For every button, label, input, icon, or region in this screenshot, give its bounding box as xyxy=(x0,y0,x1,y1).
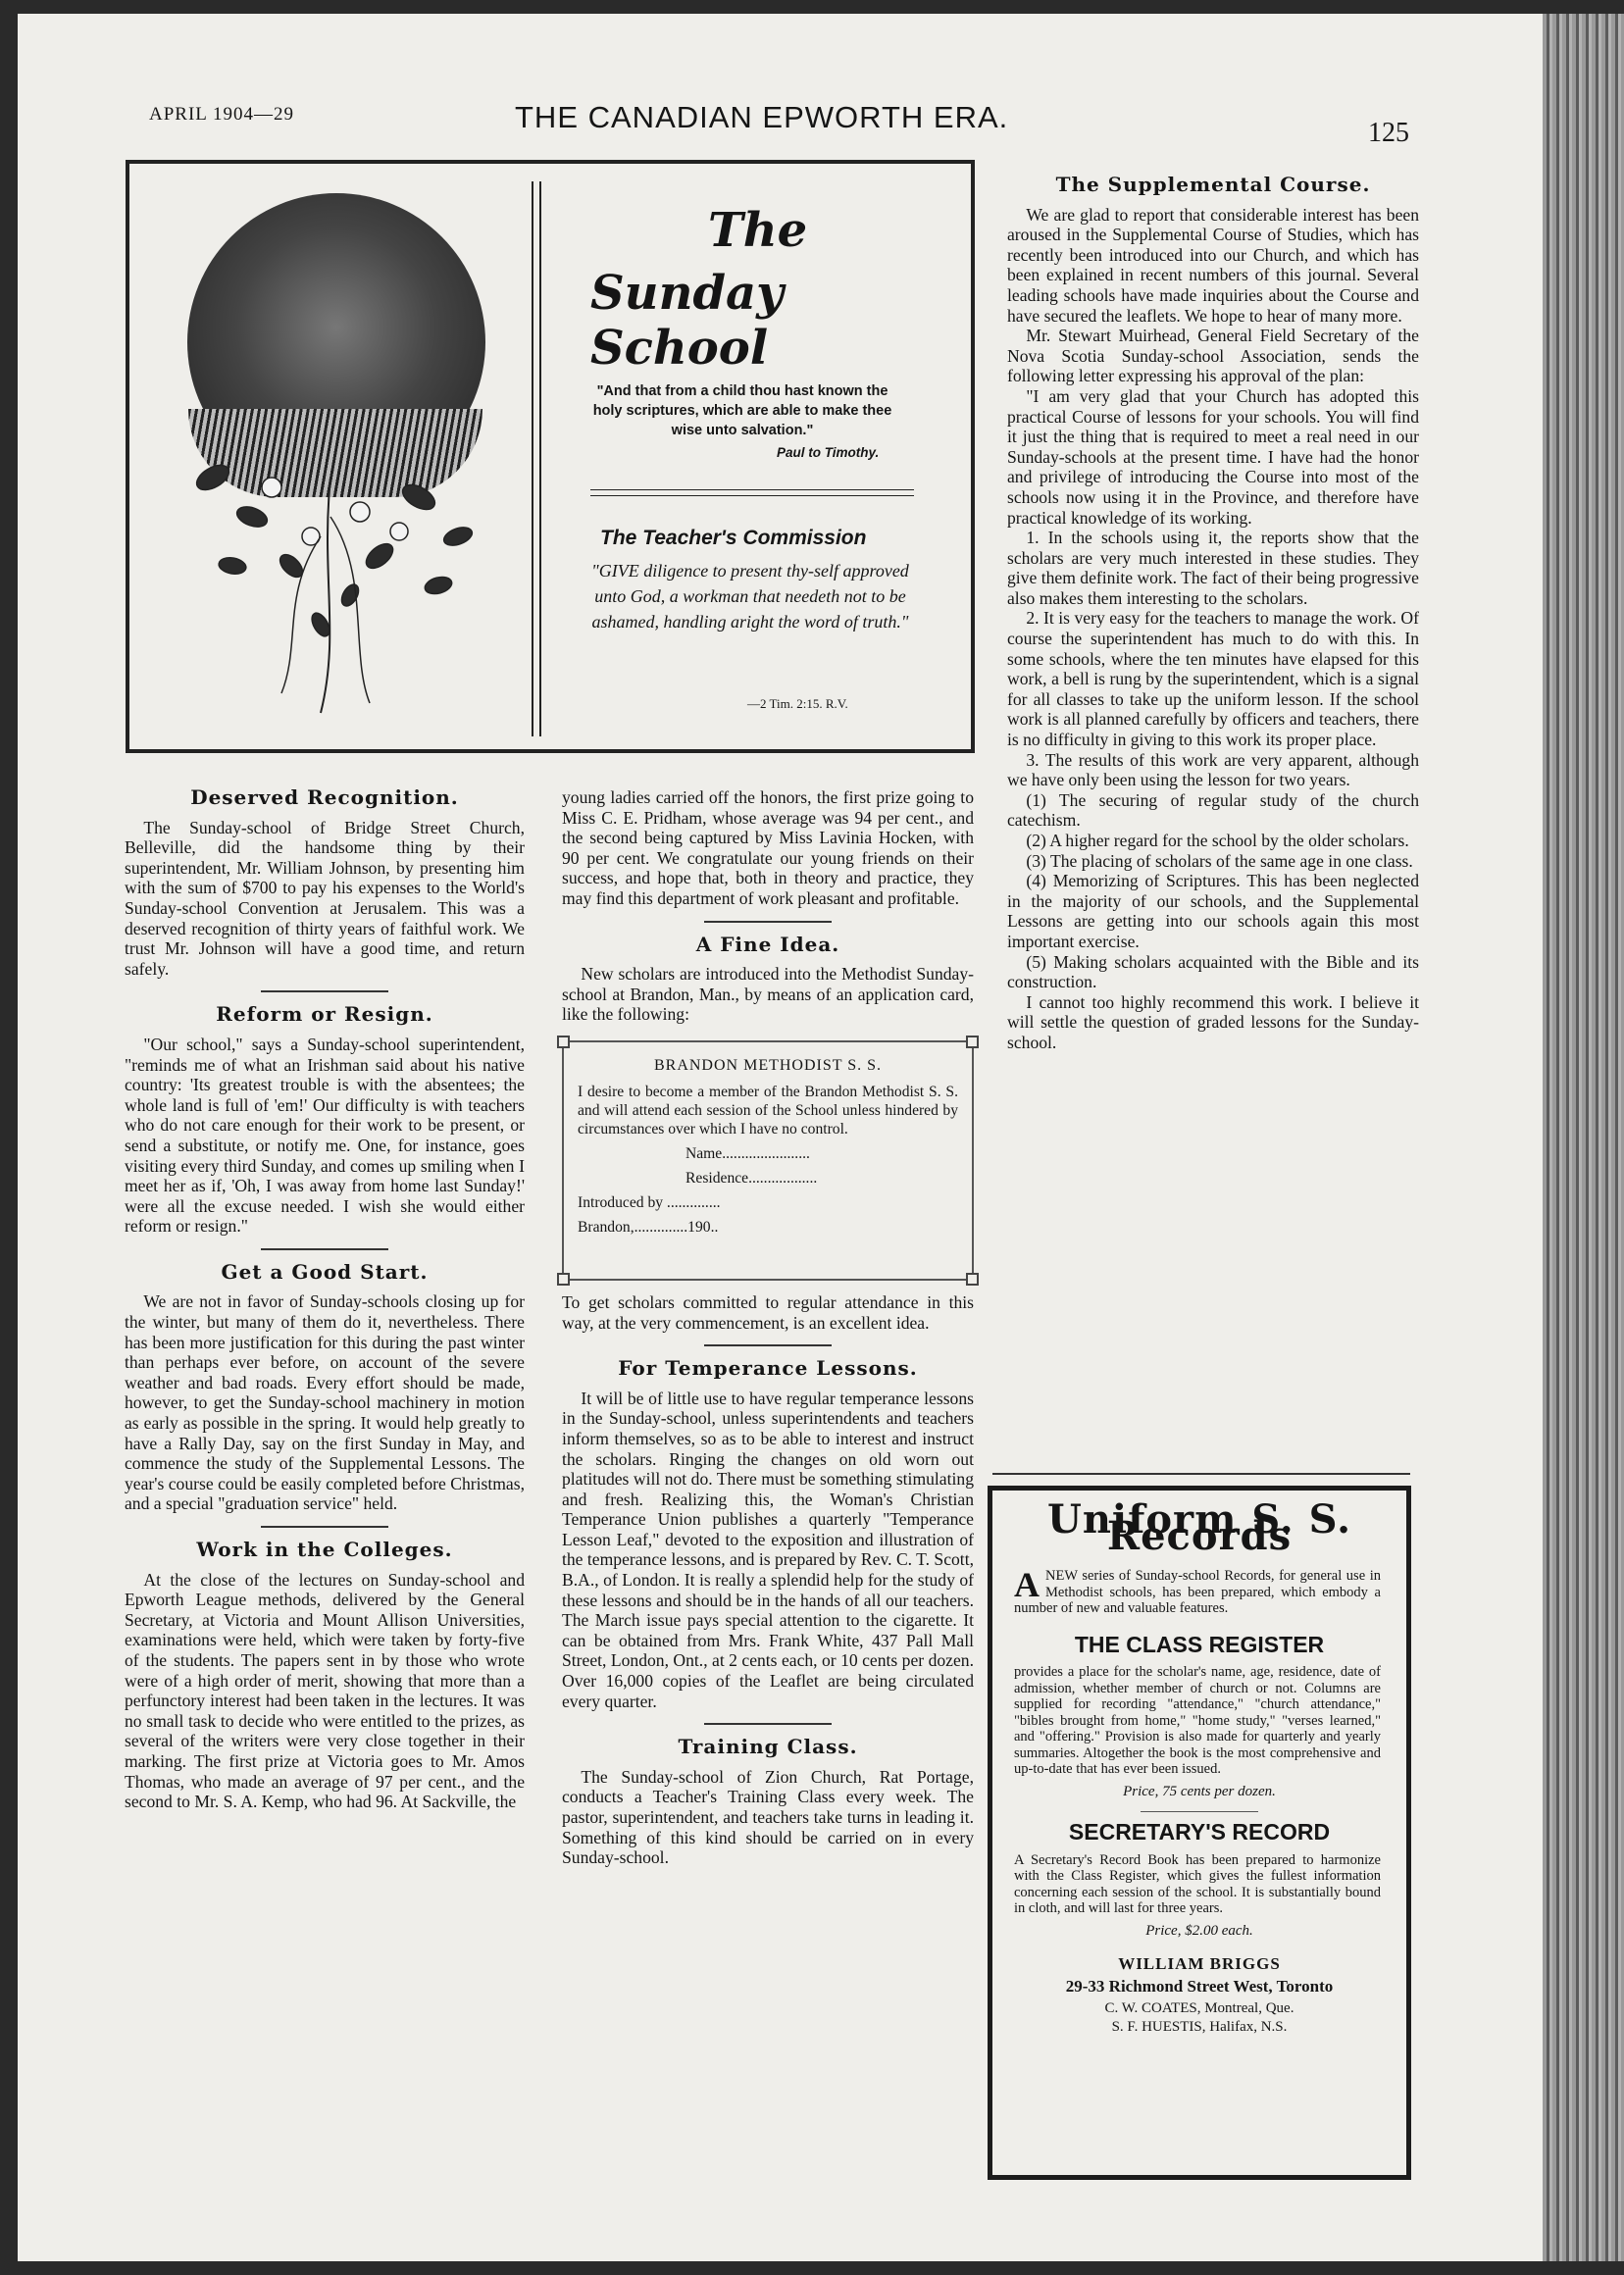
book-edge xyxy=(1543,14,1624,2261)
card-residence-line: Residence.................. xyxy=(685,1169,818,1187)
article-text: (1) The securing of regular study of the church catechism. xyxy=(1007,789,1419,831)
article-text: To get scholars committed to regular attendance in this way, at the very commencement, is an excellent idea. xyxy=(562,1291,974,1333)
card-title: BRANDON METHODIST S. S. xyxy=(653,1056,883,1074)
section-divider xyxy=(261,1526,388,1528)
article-title: Training Class. xyxy=(678,1735,858,1759)
card-corner xyxy=(966,1036,979,1048)
article-text: The Sunday-school of Bridge Street Church, Belleville, did the handsome thing by their superintendent, Mr. William Johnson, by presenting him with the sum of $700 to pay his expenses to the World's Sunday-school Convention at Jerusalem. This was a deserved recognition of thirty years of faithful work. We trust Mr. Johnson will have a good time, and return safely. xyxy=(125,817,525,979)
article-text: The Sunday-school of Zion Church, Rat Portage, conducts a Teacher's Training Class every week. The pastor, superintendent, and teachers take turns in leading it. Something of this kind should be carried on in every Sunday-school. xyxy=(562,1766,974,1868)
agent-montreal: C. W. COATES, Montreal, Que. xyxy=(1104,2000,1294,2016)
banner-title-line2: Sunday School xyxy=(590,266,785,376)
scripture-quote: "And that from a child thou hast known the holy scriptures, which are able to make thee wise unto salvation." xyxy=(592,383,892,438)
article-title: The Supplemental Course. xyxy=(1055,173,1371,196)
article-text: At the close of the lectures on Sunday-school and Epworth League methods, delivered by the General Secretary, at Victoria and Mount Allison Universities, examinations were held, which were taken by forty-five of the students. The papers sent in by those who wrote were of a high order of merit, showing that more than a perfunctory interest had been taken in the lectures. It was no small task to decide who were entitled to the prizes, as several of the writers were very close together in their marking. The first prize at Victoria goes to Mr. Amos Thomas, who made an average of 97 per cent., and the second to Mr. S. A. Kemp, who had 96. At Sackville, the xyxy=(125,1569,525,1812)
article-text: "I am very glad that your Church has adopted this practical Course of lessons for your schools. You will find it just the thing that is required to meet a real need in our Sunday-schools at the present time. I have had the honor and privilege of introducing the Course into most of the schools now using it in the Province, and therefore have practical knowledge of its working. xyxy=(1007,385,1419,528)
issue-date: APRIL 1904—29 xyxy=(149,104,294,125)
section-divider xyxy=(704,1723,832,1725)
card-date-line: Brandon,..............190.. xyxy=(578,1218,719,1236)
article-text: (5) Making scholars acquainted with the Bible and its construction. xyxy=(1007,951,1419,992)
agent-halifax: S. F. HUESTIS, Halifax, N.S. xyxy=(1111,2018,1288,2035)
right-column xyxy=(1007,175,1419,1053)
drop-cap: A xyxy=(1014,1565,1040,1604)
article-title: Work in the Colleges. xyxy=(196,1538,453,1561)
section-divider xyxy=(704,921,832,923)
commission-text: "GIVE diligence to present thy-self approved unto God, a workman that needeth not to be ashamed, handling aright the word of truth." xyxy=(591,561,909,632)
article-title: Get a Good Start. xyxy=(221,1259,429,1284)
section-divider xyxy=(261,1248,388,1250)
article-text: 3. The results of this work are very apparent, although we have only been using the lesson for two years. xyxy=(1007,749,1419,790)
publisher-name: WILLIAM BRIGGS xyxy=(1118,1954,1281,1973)
commission-title: The Teacher's Commission xyxy=(600,527,867,549)
commission-reference: —2 Tim. 2:15. R.V. xyxy=(747,696,848,711)
left-column xyxy=(125,778,525,1812)
advert-price: Price, 75 cents per dozen. xyxy=(1123,1783,1276,1799)
advert-price: Price, $2.00 each. xyxy=(1145,1922,1253,1939)
application-card xyxy=(562,1040,974,1281)
article-text: Mr. Stewart Muirhead, General Field Secretary of the Nova Scotia Sunday-school Association, sends the following letter expressing his approval of the plan: xyxy=(1007,326,1419,386)
advert-subtitle: SECRETARY'S RECORD xyxy=(1068,1819,1331,1845)
publisher-address: 29-33 Richmond Street West, Toronto xyxy=(1065,1976,1334,1996)
records-advertisement xyxy=(988,1486,1411,2180)
article-text: (2) A higher regard for the school by the older scholars. xyxy=(1026,831,1409,850)
banner-divider xyxy=(532,181,541,736)
page-number: 125 xyxy=(1368,118,1409,148)
advert-intro-text: NEW series of Sunday-school Records, for general use in Methodist schools, has been prepared, which embody a number of new and valuable features. xyxy=(1014,1568,1381,1616)
article-text: It will be of little use to have regular temperance lessons in the Sunday-school, unless superintendents and teachers inform themselves, so as to be able to interest and instruct the scholars. Ringing the changes on old worn out platitudes will not do. There must be something stimulating and fresh. Realizing this, the Woman's Christian Temperance Union publishes a quarterly "Temperance Lesson Leaf," devoted to the exposition and illustration of the temperance lessons, and is prepared by Rev. C. T. Scott, B.A., of London. It is really a splendid help for the study of these lessons and should be in the hands of all our teachers. The March issue pays special attention to the cigarette. It can be obtained from Mrs. Frank White, 437 Pall Mall Street, London, Ont., at 2 cents each, or 10 cents per dozen. Over 16,000 copies of the Leaflet are being circulated every quarter. xyxy=(562,1388,974,1711)
article-text: 2. It is very easy for the teachers to manage the work. Of course the superintendent has much to do with this. In some schools, where the ten minutes have elapsed for this work, a bell is rung by the superintendent, which is a signal for all classes to take up the uniform lesson. If the school work is all planned carefully by officers and teachers, there is no difficulty in giving to this work its proper place. xyxy=(1007,608,1419,750)
article-title: A Fine Idea. xyxy=(695,932,840,956)
article-text: 1. In the schools using it, the reports show that the scholars are very much interested in these studies. They give them definite work. The fact of their being progressive also makes them interesting to the scholars. xyxy=(1007,528,1419,608)
vine-illustration xyxy=(174,458,487,723)
article-title: For Temperance Lessons. xyxy=(618,1356,918,1381)
article-text: I cannot too highly recommend this work. I believe it will settle the question of graded lessons for the Sunday-school. xyxy=(1007,991,1419,1052)
middle-column xyxy=(562,787,974,1868)
article-text: (4) Memorizing of Scriptures. This has been neglected in the majority of our schools, and the Supplemental Lessons are getting into our schools again this most important exercise. xyxy=(1007,871,1419,951)
advert-text: A Secretary's Record Book has been prepared to harmonize with the Class Register, which gives the fullest information concerning each session of the school. It is substantially bound in cloth, and will last for three years. xyxy=(1014,1851,1381,1916)
article-text: "Our school," says a Sunday-school superintendent, "reminds me of what an Irishman said about his native country: 'Its greatest trouble is with the absentees; the whole land is full of 'em!' Our difficulty is with teachers who do not care enough for their work to be present, or send a substitute, or notify me. One, for instance, goes visiting every third Sunday, and comes up smiling when I meet her as if, 'Oh, I was away from home last Sunday!' were all the excuse needed. I wish she would either reform or resign." xyxy=(125,1034,525,1237)
article-text: New scholars are introduced into the Methodist Sunday-school at Brandon, Man., by means of an application card, like the following: xyxy=(562,964,974,1025)
section-divider xyxy=(704,1344,832,1346)
card-introduced-line: Introduced by .............. xyxy=(578,1193,721,1211)
article-text: young ladies carried off the honors, the first prize going to Miss C. E. Pridham, whose average was 94 per cent., and the second being captured by Miss Lavinia Hocken, with 90 per cent. We congratulate our young friends on their success, and hope that, both in theory and practice, they may find this department of work pleasant and profitable. xyxy=(562,787,974,908)
quote-attribution: Paul to Timothy. xyxy=(777,445,880,460)
advert-intro xyxy=(1014,1565,1381,1617)
section-divider xyxy=(261,990,388,992)
card-corner xyxy=(966,1273,979,1286)
card-name-line: Name....................... xyxy=(685,1144,810,1162)
card-corner xyxy=(557,1036,570,1048)
article-text: (3) The placing of scholars of the same age in one class. xyxy=(1026,850,1413,871)
advert-divider xyxy=(1141,1811,1258,1812)
article-title: Reform or Resign. xyxy=(216,1002,433,1027)
advert-subtitle: THE CLASS REGISTER xyxy=(1074,1631,1325,1657)
advert-title: Uniform S. S. Records xyxy=(1046,1496,1352,1559)
advert-text: provides a place for the scholar's name, age, residence, date of admission, whether member of church or not. Columns are supplied for recording "attendance," "church attendance," "bibles brought from home," "home study," "verses learned," and "offering." Provision is also made for quarterly and yearly summaries. Altogether the book is the most comprehensive and up-to-date that has ever been issued. xyxy=(1014,1664,1381,1777)
column-separator xyxy=(992,1473,1410,1475)
card-text: I desire to become a member of the Brandon Methodist S. S. and will attend each session of the School unless hindered by circumstances over which I have no control. xyxy=(578,1083,958,1138)
article-title: Deserved Recognition. xyxy=(190,785,459,809)
article-text: We are glad to report that considerable interest has been aroused in the Supplemental Course of Studies, which has recently been introduced into our Church, and which has been explained in recent numbers of this journal. Several leading schools have made inquiries about the Course and have secured the leaflets. We hope to hear of many more. xyxy=(1007,204,1419,326)
banner-title-line1: The xyxy=(708,203,808,258)
article-text: We are not in favor of Sunday-schools closing up for the winter, but many of them do it, nevertheless. There has been more justification for this during the past winter than perhaps ever before, on account of the severe weather and bad roads. Every effort should be made, however, to get the Sunday-school machinery in motion as early as possible in the spring. It would help greatly to have a Rally Day, say on the first Sunday in May, and commence the study of the Supplemental Lessons. The year's course could be easily completed before Christmas, and a special "graduation service" held. xyxy=(125,1291,525,1514)
sunday-school-banner xyxy=(126,160,975,753)
card-corner xyxy=(557,1273,570,1286)
journal-title: THE CANADIAN EPWORTH ERA. xyxy=(515,100,1009,134)
double-rule xyxy=(590,489,914,496)
